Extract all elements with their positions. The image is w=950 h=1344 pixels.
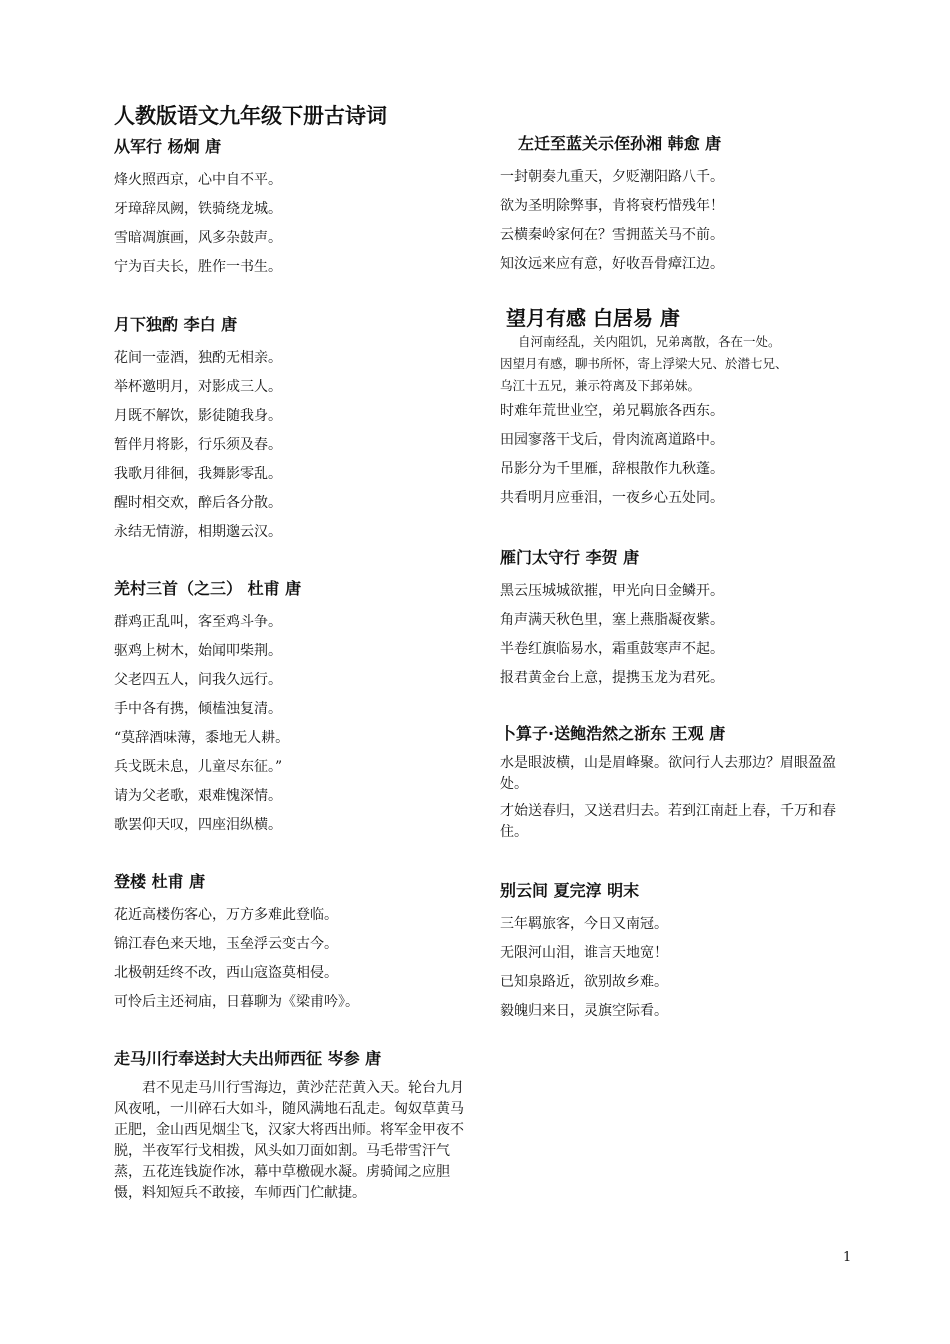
poem-line: 欲为圣明除弊事，肯将衰朽惜残年！ bbox=[500, 198, 724, 214]
poem-line: 黑云压城城欲摧，甲光向日金鳞开。 bbox=[500, 583, 724, 599]
poem-bie-yun-jian bbox=[500, 880, 870, 1026]
poem-title: 走马川行奉送封大夫出师西征 岑参 唐 bbox=[114, 1049, 382, 1068]
poem-line: 田园寥落干戈后，骨肉流离道路中。 bbox=[500, 432, 724, 448]
poem-line: 月既不解饮，影徒随我身。 bbox=[114, 408, 282, 424]
poem-line: 永结无情游，相期邈云汉。 bbox=[114, 524, 282, 540]
poem-line: 举杯邀明月，对影成三人。 bbox=[114, 379, 282, 395]
poem-line: 雪暗凋旗画，风多杂鼓声。 bbox=[114, 230, 282, 246]
poem-line: 驱鸡上树木，始闻叩柴荆。 bbox=[114, 643, 282, 659]
poem-paragraph: 水是眼波横，山是眉峰聚。欲问行人去那边？眉眼盈盈处。 bbox=[500, 755, 836, 792]
poem-zou-ma-chuan-xing bbox=[114, 1048, 469, 1204]
poem-title: 左迁至蓝关示侄孙湘 韩愈 唐 bbox=[518, 134, 722, 153]
poem-line: 北极朝廷终不改，西山寇盗莫相侵。 bbox=[114, 965, 338, 981]
poem-preface-line: 因望月有感，聊书所怀，寄上浮梁大兄、於潜七兄、 bbox=[500, 356, 788, 371]
poem-line: 群鸡正乱叫，客至鸡斗争。 bbox=[114, 614, 282, 630]
poem-line: 云横秦岭家何在？雪拥蓝关马不前。 bbox=[500, 227, 724, 243]
poem-line: 知汝远来应有意，好收吾骨瘴江边。 bbox=[500, 256, 724, 272]
poem-yan-men-tai-shou-xing bbox=[500, 547, 870, 693]
poem-line: 共看明月应垂泪，一夜乡心五处同。 bbox=[500, 490, 724, 506]
poem-line: 暂伴月将影，行乐须及春。 bbox=[114, 437, 282, 453]
poem-bu-suan-zi bbox=[500, 723, 856, 843]
poem-line: 父老四五人，问我久远行。 bbox=[114, 672, 282, 688]
poem-line: 我歌月徘徊，我舞影零乱。 bbox=[114, 466, 282, 482]
poem-paragraph: 君不见走马川行雪海边，黄沙茫茫黄入天。轮台九月风夜吼，一川碎石大如斗，随风满地石乱走。匈奴草黄马正肥，金山西见烟尘飞，汉家大将西出师。将军金甲夜不脱，半夜军行戈相拨，风头如刀面如割。马毛带雪汗气蒸，五花连钱旋作冰，幕中草檄砚水凝。虏骑闻之应胆慑，料知短兵不敢接，车师西门伫献捷。 bbox=[114, 1080, 464, 1201]
poem-line: 可怜后主还祠庙，日暮聊为《梁甫吟》。 bbox=[114, 994, 359, 1010]
poem-line: 角声满天秋色里，塞上燕脂凝夜紫。 bbox=[500, 612, 724, 628]
poem-title: 雁门太守行 李贺 唐 bbox=[500, 548, 640, 567]
poem-preface-line: 自河南经乱，关内阻饥，兄弟离散，各在一处。 bbox=[518, 334, 781, 349]
poem-line: 已知泉路近，欲别故乡难。 bbox=[500, 974, 668, 990]
poem-preface-line: 乌江十五兄，兼示符离及下邽弟妹。 bbox=[500, 378, 701, 393]
poem-line: “莫辞酒味薄，黍地无人耕。 bbox=[114, 730, 290, 746]
poem-paragraph: 才始送春归，又送君归去。若到江南赶上春，千万和春住。 bbox=[500, 803, 836, 840]
poem-line: 三年羁旅客，今日又南冠。 bbox=[500, 916, 668, 932]
poem-line: 半卷红旗临易水，霜重鼓寒声不起。 bbox=[500, 641, 724, 657]
poem-wang-yue-you-gan-body bbox=[500, 331, 870, 513]
poem-line: 花近高楼伤客心，万方多难此登临。 bbox=[114, 907, 338, 923]
poem-line: 报君黄金台上意，提携玉龙为君死。 bbox=[500, 670, 724, 686]
poem-line: 请为父老歌，艰难愧深情。 bbox=[114, 788, 282, 804]
poem-line: 锦江春色来天地，玉垒浮云变古今。 bbox=[114, 936, 338, 952]
poem-line: 歌罢仰天叹，四座泪纵横。 bbox=[114, 817, 282, 833]
page-number: 1 bbox=[843, 1250, 852, 1265]
poem-line: 烽火照西京，心中自不平。 bbox=[114, 172, 282, 188]
poem-yue-xia-du-zhuo bbox=[114, 314, 474, 547]
document-title: 人教版语文九年级下册古诗词 bbox=[114, 104, 387, 128]
poem-line: 毅魄归来日，灵旗空际看。 bbox=[500, 1003, 668, 1019]
poem-zuo-qian-zhi-lan-guan bbox=[500, 133, 870, 279]
poem-line: 宁为百夫长，胜作一书生。 bbox=[114, 259, 282, 275]
poem-line: 兵戈既未息，儿童尽东征。” bbox=[114, 759, 283, 775]
poem-cong-jun-xing bbox=[114, 136, 474, 282]
poem-title: 羌村三首（之三） 杜甫 唐 bbox=[114, 579, 302, 598]
poem-wang-yue-you-gan bbox=[506, 305, 876, 333]
poem-line: 花间一壶酒，独酌无相亲。 bbox=[114, 350, 282, 366]
poem-line: 牙璋辞凤阙，铁骑绕龙城。 bbox=[114, 201, 282, 217]
poem-line: 吊影分为千里雁，辞根散作九秋蓬。 bbox=[500, 461, 724, 477]
poem-title: 卜算子·送鲍浩然之浙东 王观 唐 bbox=[500, 724, 726, 743]
poem-line: 时难年荒世业空，弟兄羁旅各西东。 bbox=[500, 403, 724, 419]
poem-line: 一封朝奏九重天，夕贬潮阳路八千。 bbox=[500, 169, 724, 185]
poem-title: 别云间 夏完淳 明末 bbox=[500, 881, 640, 900]
poem-line: 醒时相交欢，醉后各分散。 bbox=[114, 495, 282, 511]
poem-title: 从军行 杨炯 唐 bbox=[114, 137, 222, 156]
poem-qiang-cun bbox=[114, 578, 474, 840]
poem-title: 望月有感 白居易 唐 bbox=[506, 306, 680, 330]
poem-line: 无限河山泪，谁言天地宽！ bbox=[500, 945, 668, 961]
poem-title: 登楼 杜甫 唐 bbox=[114, 872, 206, 891]
poem-title: 月下独酌 李白 唐 bbox=[114, 315, 238, 334]
poem-deng-lou bbox=[114, 871, 474, 1017]
poem-line: 手中各有携，倾榼浊复清。 bbox=[114, 701, 282, 717]
